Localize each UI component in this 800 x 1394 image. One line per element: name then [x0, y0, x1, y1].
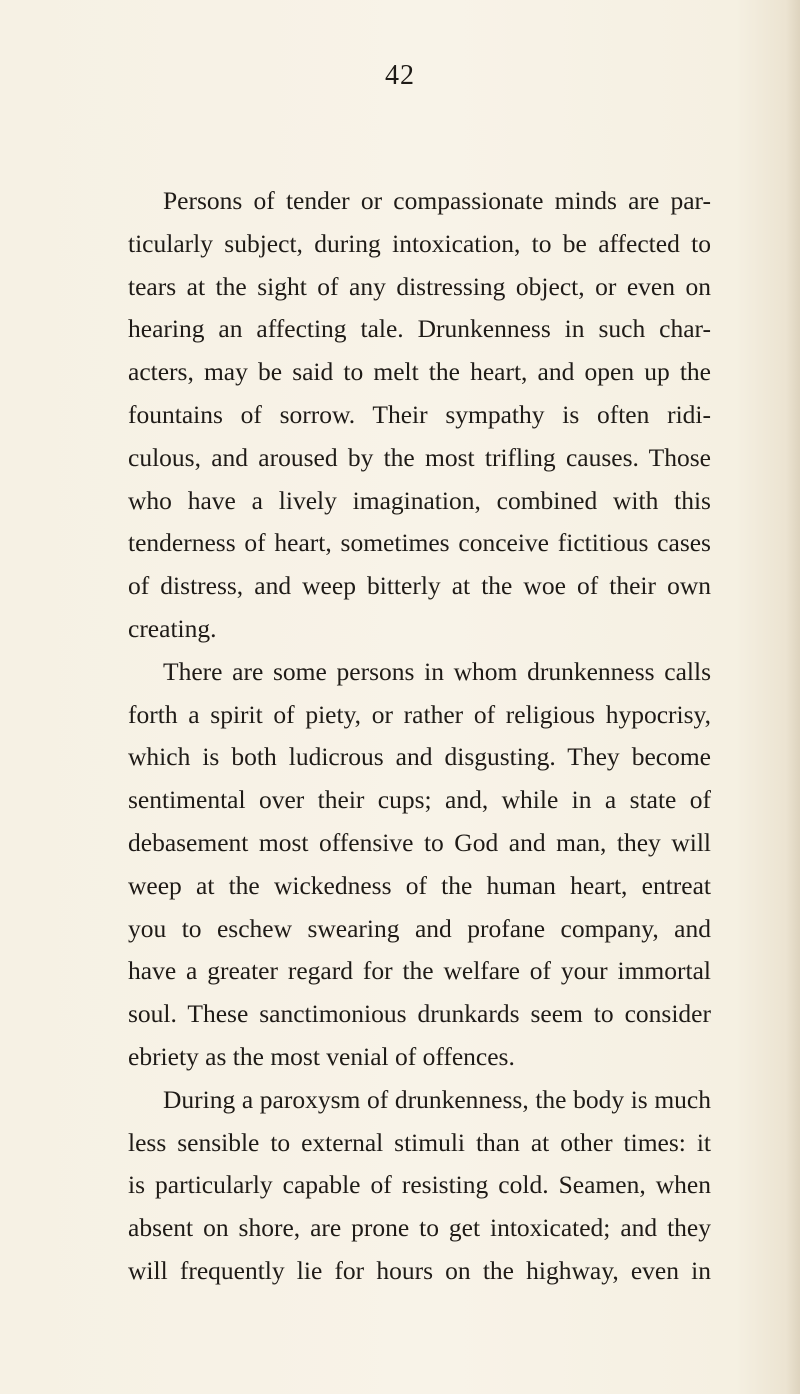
text-line: acters, may be said to melt the heart, and open up the [128, 357, 711, 387]
text-line: who have a lively imagination, combined with this [128, 485, 711, 515]
text-line: have a greater regard for the welfare of your immortal [128, 956, 711, 986]
text-line: tenderness of heart, sometimes conceive fictitious cases [128, 528, 711, 558]
text-line: will frequently lie for hours on the highway, even in [128, 1255, 711, 1285]
text-line: sentimental over their cups; and, while in a state of [128, 785, 711, 815]
text-line: which is both ludicrous and disgusting. They become [128, 742, 711, 772]
text-line: absent on shore, are prone to get intoxicated; and they [128, 1213, 711, 1243]
text-line: hearing an affecting tale. Drunkenness in such char- [128, 314, 711, 344]
text-line: creating. [128, 613, 217, 643]
text-line: ticularly subject, during intoxication, to be affected to [128, 228, 711, 258]
text-line: There are some persons in whom drunkenness calls [163, 656, 711, 686]
text-line: Persons of tender or compassionate minds are par- [163, 186, 711, 215]
page-number: 42 [385, 60, 415, 91]
text-line: fountains of sorrow. Their sympathy is often ridi- [128, 399, 711, 429]
text-line: During a paroxysm of drunkenness, the body is much [163, 1084, 711, 1114]
text-line: debasement most offensive to God and man, they will [128, 827, 711, 857]
text-line: tears at the sight of any distressing object, or even on [128, 271, 711, 301]
text-line: culous, and aroused by the most trifling causes. Those [128, 442, 711, 472]
body-text [128, 180, 711, 1293]
text-line: you to eschew swearing and profane company, and [128, 913, 711, 943]
text-line: weep at the wickedness of the human heart, entreat [128, 870, 711, 900]
text-line: is particularly capable of resisting cold. Seamen, when [128, 1170, 711, 1200]
text-line: forth a spirit of piety, or rather of religious hypocrisy, [128, 699, 711, 729]
text-line: less sensible to external stimuli than at other times: it [128, 1127, 711, 1157]
text-line: soul. These sanctimonious drunkards seem to consider [128, 999, 711, 1029]
text-line: ebriety as the most venial of offences. [128, 1041, 515, 1071]
page-edge-shadow [786, 0, 800, 1394]
text-line: of distress, and weep bitterly at the woe of their own [128, 571, 711, 601]
